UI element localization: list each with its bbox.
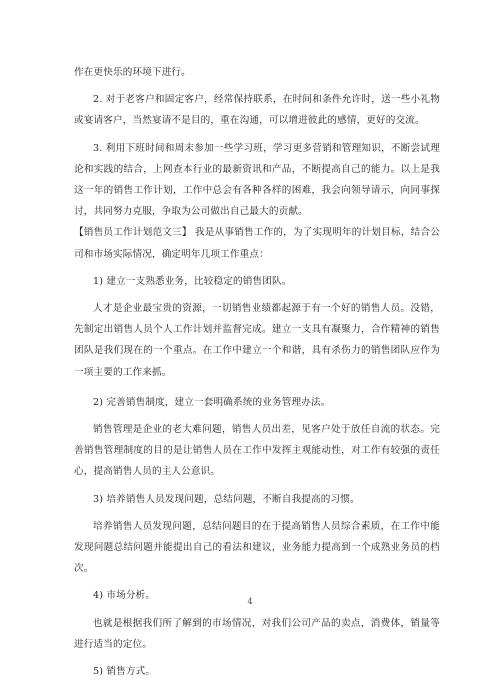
point-3-heading: 3) 培养销售人员发现问题，总结问题，不断自我提高的习惯。 — [93, 493, 360, 505]
point-1-heading: 1) 建立一支熟悉业务，比较稳定的销售团队。 — [93, 275, 292, 287]
page-number: 4 — [247, 597, 253, 606]
paragraph-item-2: 2. 对于老客户和固定客户，经常保持联系，在时间和条件允许时，送一些小礼物或宴请客户，当然宴请不是目的，重在沟通，可以增进彼此的感情，更好的交流。 — [74, 94, 440, 127]
point-1-body: 人才是企业最宝贵的资源，一切销售业绩都起源于有一个好的销售人员。没错，先制定出销售人员个人工作计划并监督完成。建立一支具有凝聚力，合作精神的销售团队是我们现在的一个重点。在工作中建立一个和谐，具有杀伤力的销售团队应作为一项主要的工作来抓。 — [74, 303, 440, 378]
point-5-heading: 5) 销售方式。 — [93, 666, 156, 678]
point-2-heading: 2) 完善销售制度，建立一套明确系统的业务管理办法。 — [93, 396, 331, 408]
section-heading-sample-three: 【销售员工作计划范文三】 我是从事销售工作的，为了实现明年的计划目标，结合公司和市场实际情况，确定明年几项工作重点： — [74, 227, 440, 260]
point-4-body: 也就是根据我们所了解到的市场情况，对我们公司产品的卖点，消费体，销量等进行适当的定位。 — [74, 617, 440, 650]
paragraph-continuation: 作在更快乐的环境下进行。 — [74, 67, 191, 78]
paragraph-item-3: 3. 利用下班时间和周末参加一些学习班，学习更多营销和管理知识，不断尝试理论和实践的结合，上网查本行业的最新资讯和产品，不断提高自己的能力。以上是我这一年的销售工作计划，工作中总会有各种各样的困难，我会向领导请示，向同事探讨，共同努力克服，争取为公司做出自己最大的贡献。 — [74, 142, 440, 218]
point-2-body: 销售管理是企业的老大难问题，销售人员出差，见客户处于放任自流的状态。完善销售管理制度的目的是让销售人员在工作中发挥主观能动性，对工作有较强的责任心，提高销售人员的主人公意识。 — [74, 424, 440, 478]
document-body — [74, 62, 440, 682]
point-4-heading: 4) 市场分析。 — [93, 590, 156, 602]
point-3-body: 培养销售人员发现问题，总结问题目的在于提高销售人员综合素质，在工作中能发现问题总结问题并能提出自己的看法和建议，业务能力提高到一个成熟业务员的档次。 — [74, 520, 440, 575]
